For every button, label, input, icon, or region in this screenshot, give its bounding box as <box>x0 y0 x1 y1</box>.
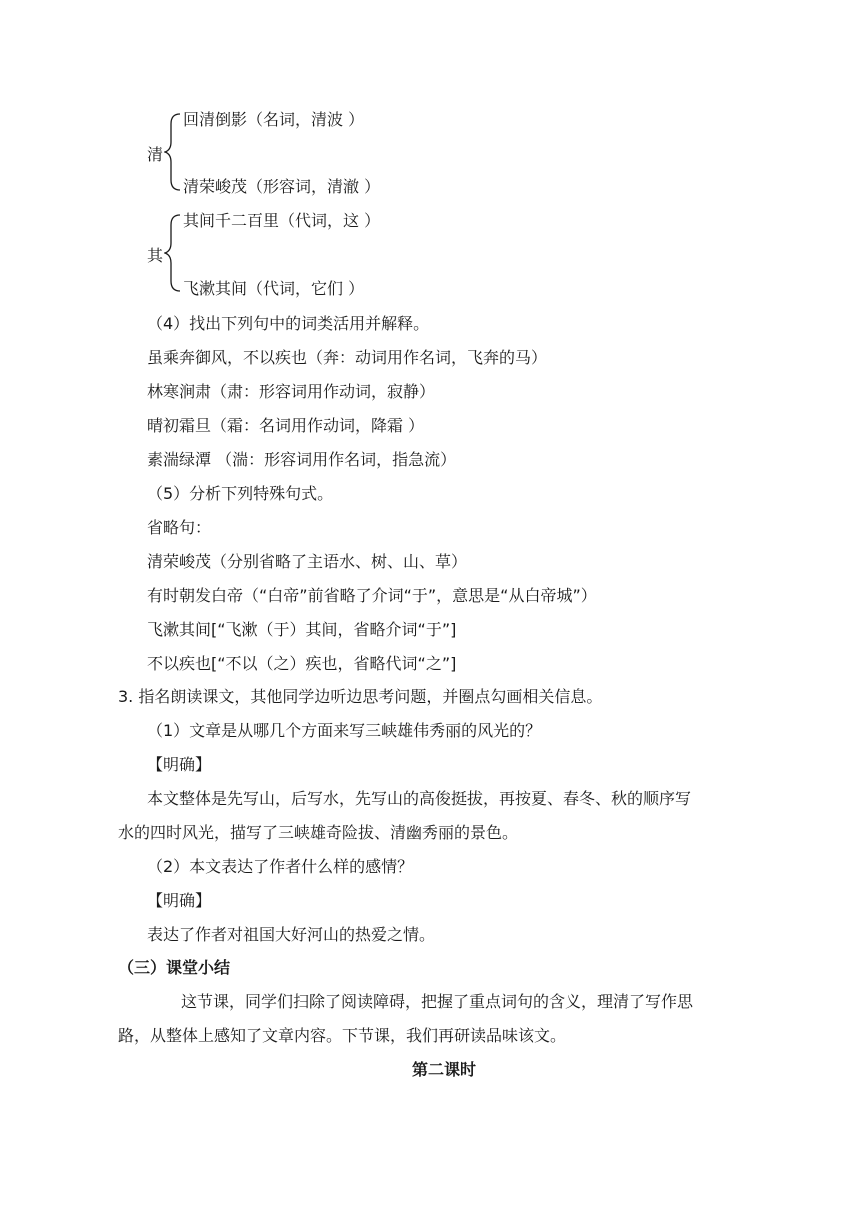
step3-q1-answer: 水的四时风光，描写了三峡雄奇险拔、清幽秀丽的景色。 <box>118 823 519 842</box>
section5-title: （5）分析下列特殊句式。 <box>147 484 334 503</box>
step3-title: 3. 指名朗读课文，其他同学边听边思考问题，并圈点勾画相关信息。 <box>118 687 603 706</box>
section5-line: 不以疾也[“不以（之）疾也，省略代词“之”] <box>147 654 457 673</box>
qi-item-1: 其间千二百里（代词，这 ） <box>183 211 381 230</box>
section5-line: 清荣峻茂（分别省略了主语水、树、山、草） <box>147 552 468 571</box>
qing-item-2: 清荣峻茂（形容词，清澈 ） <box>183 177 381 196</box>
section4-line: 林寒涧肃（肃：形容词用作动词，寂静） <box>147 382 436 401</box>
summary-line: 路，从整体上感知了文章内容。下节课，我们再研读品味该文。 <box>118 1026 567 1045</box>
step3-q1-answer: 本文整体是先写山，后写水，先写山的高俊挺拔，再按夏、春冬、秋的顺序写 <box>147 789 692 808</box>
summary-line: 这节课，同学们扫除了阅读障碍，把握了重点词句的含义，理清了写作思 <box>181 992 694 1011</box>
summary-heading: （三）课堂小结 <box>118 958 231 977</box>
step3-q2-label: 【明确】 <box>147 891 212 910</box>
qi-group-head: 其 <box>147 246 164 265</box>
qing-item-1: 回清倒影（名词，清波 ） <box>183 110 365 129</box>
qing-brace <box>164 112 184 192</box>
section4-line: 素湍绿潭 （湍：形容词用作名词，指急流） <box>147 450 457 469</box>
section5-line: 飞漱其间[“飞漱（于）其间，省略介词“于”] <box>147 620 457 639</box>
section5-line: 有时朝发白帝（“白帝”前省略了介词“于”，意思是“从白帝城”） <box>147 586 597 605</box>
qing-group-head: 清 <box>147 145 164 164</box>
section5-subtitle: 省略句： <box>147 518 212 537</box>
section4-line: 晴初霜旦（霜：名词用作动词，降霜 ） <box>147 416 425 435</box>
qi-item-2: 飞漱其间（代词，它们 ） <box>183 279 365 298</box>
step3-q2-answer: 表达了作者对祖国大好河山的热爱之情。 <box>147 925 436 944</box>
qi-brace <box>164 213 184 293</box>
section4-line: 虽乘奔御风，不以疾也（奔：动词用作名词，飞奔的马） <box>147 348 548 367</box>
step3-question-1: （1）文章是从哪几个方面来写三峡雄伟秀丽的风光的？ <box>147 721 542 740</box>
next-lesson-title: 第二课时 <box>412 1060 477 1079</box>
section4-title: （4）找出下列句中的词类活用并解释。 <box>147 314 430 333</box>
step3-question-2: （2）本文表达了作者什么样的感情？ <box>147 857 414 876</box>
step3-q1-label: 【明确】 <box>147 755 212 774</box>
